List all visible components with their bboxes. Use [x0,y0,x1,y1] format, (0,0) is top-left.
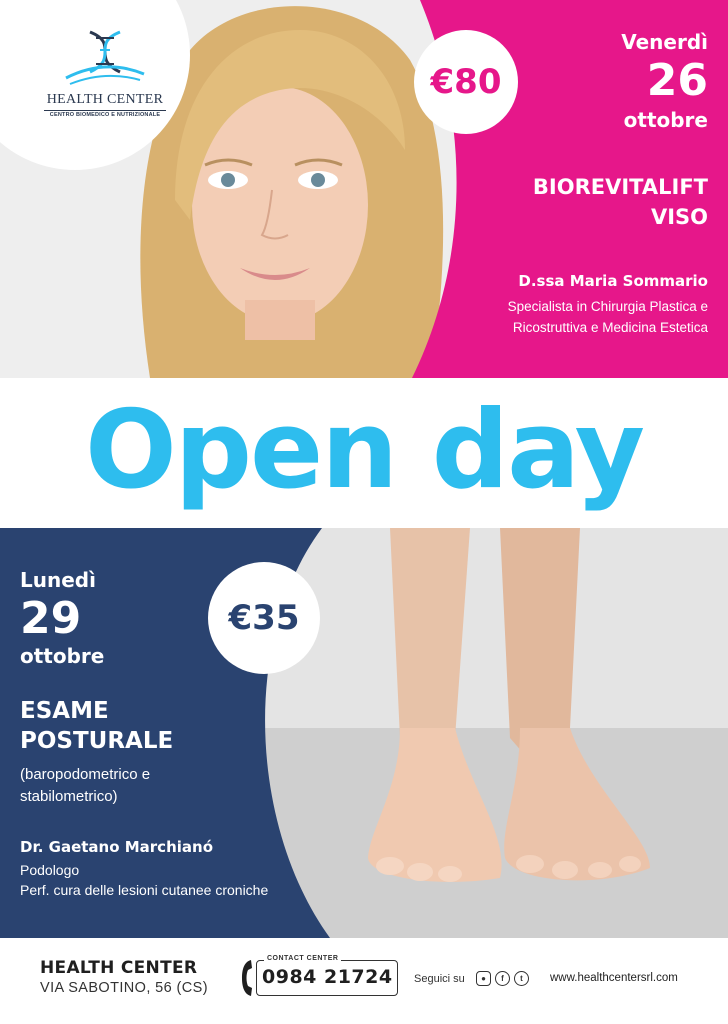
dna-icon [60,28,150,90]
top-day-number: 26 [646,55,708,106]
price-badge-top: €80 [414,30,518,134]
top-month: ottobre [623,108,708,132]
footer-address: VIA SABOTINO, 56 (CS) [40,980,208,996]
logo-subtitle: CENTRO BIOMEDICO E NUTRIZIONALE [44,110,166,118]
logo-title: HEALTH CENTER [46,92,164,107]
bottom-doctor-name: Dr. Gaetano Marchianó [20,838,214,856]
bottom-event-section [0,528,728,938]
bottom-day-number: 29 [20,593,82,644]
headline-band [0,378,728,528]
contact-center-label: CONTACT CENTER [264,955,341,962]
bottom-month: ottobre [20,644,105,668]
bottom-doctor-role: Podologo [20,862,80,878]
logo [30,28,180,118]
contact-phone-number[interactable]: 0984 21724 [262,966,393,988]
top-doctor-name: D.ssa Maria Sommario [518,272,708,290]
top-service-title: BIOREVITALIFT VISO [532,175,708,229]
twitter-icon[interactable]: t [514,971,529,986]
open-day-headline: Open day [84,388,644,513]
facebook-icon[interactable]: f [495,971,510,986]
footer [0,938,728,1024]
footer-company-name: HEALTH CENTER [40,958,198,978]
top-doctor-specialization: Specialista in Chirurgia Plastica e Ricostruttiva e Medicina Estetica [507,299,708,335]
bottom-service-title: ESAME POSTURALE [20,698,174,754]
price-badge-bottom: €35 [208,562,320,674]
top-day-name: Venerdì [621,30,708,54]
top-event-section [0,0,728,378]
website-link[interactable]: www.healthcentersrl.com [550,972,678,984]
bottom-service-detail: (baropodometrico e stabilometrico) [20,766,151,805]
bottom-day-name: Lunedì [20,568,96,592]
phone-icon [240,958,254,998]
bottom-doctor-extra: Perf. cura delle lesioni cutanee croniche [20,882,269,898]
instagram-icon[interactable]: ● [476,971,491,986]
follow-us-label: Seguici su [414,973,465,985]
